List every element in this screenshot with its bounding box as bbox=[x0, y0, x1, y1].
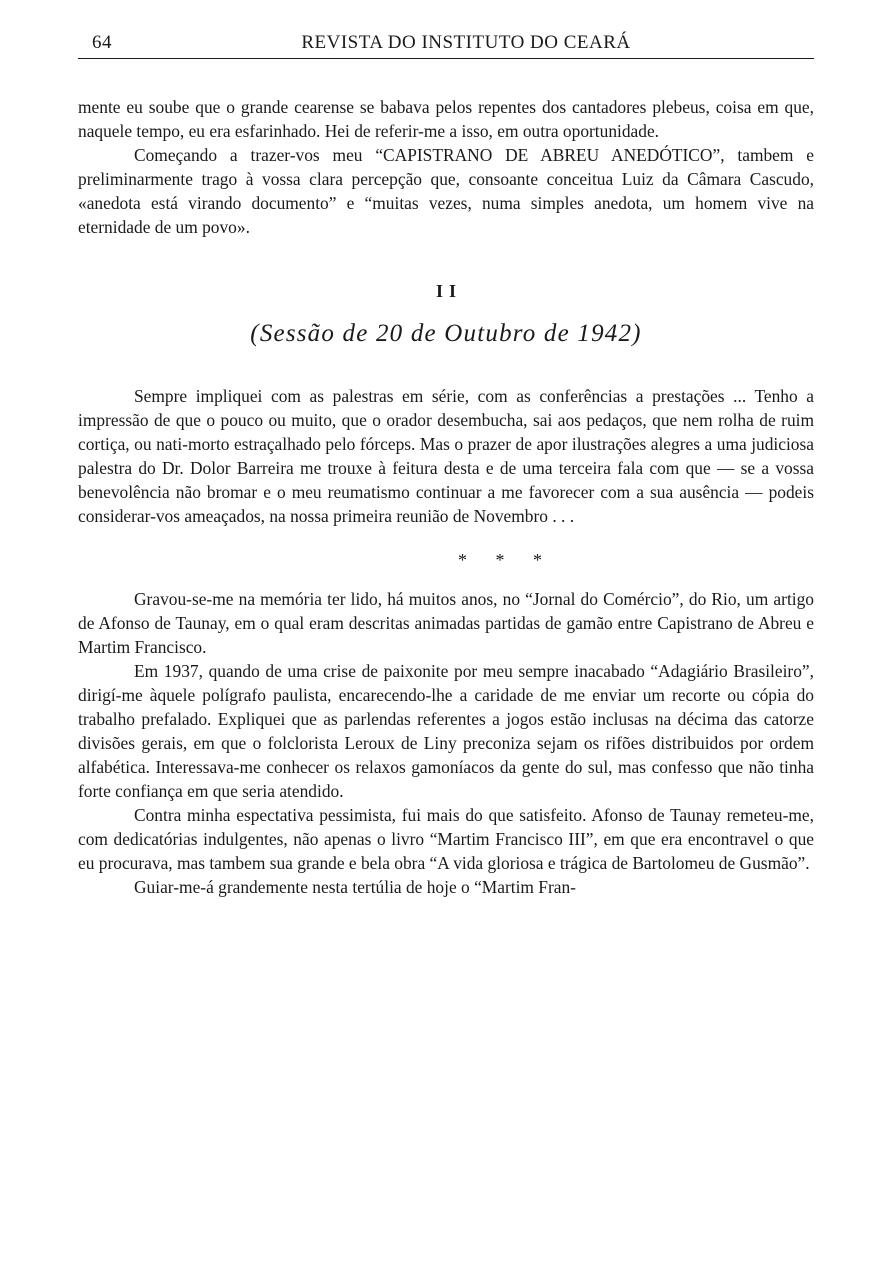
session-heading: (Sessão de 20 de Outubro de 1942) bbox=[250, 320, 642, 347]
running-head bbox=[78, 28, 814, 59]
opening-paragraph-1: mente eu soube que o grande cearense se babava pelos repentes dos cantadores plebeus, coisa em que, naquele tempo, eu era esfarinhado. Hei de referir-me a isso, em outra oportunidade. bbox=[78, 97, 814, 141]
section-number: II bbox=[435, 281, 462, 301]
continuation-paragraph-2: Em 1937, quando de uma crise de paixonite por meu sempre inacabado “Adagiário Brasileiro”, dirigí-me àquele polígrafo paulista, encarecendo-lhe a caridade de me enviar um recorte ou cópia do trabalho prefalado. Expliquei que as parlendas referentes a jogos estão inclusas na décima das catorze divisões gerais, em que o folclorista Leroux de Liny preconiza sejam os rifões distribuidos por ordem alfabética. Interessava-me conhecer os relaxos gamoníacos da gente do sul, mas confesso que não tinha forte confiança em que seria atendido. bbox=[78, 661, 814, 801]
continuation-paragraph-4: Guiar-me-á grandemente nesta tertúlia de hoje o “Martim Fran- bbox=[134, 877, 576, 897]
session-paragraph-1: Sempre impliquei com as palestras em série, com as conferências a prestações ... Tenho a impressão de que o pouco ou muito, que o orador desembucha, sai aos pedaços, que nem rolha de ruim cortiça, ou nati-morto estraçalhado pelo fórceps. Mas o prazer de apor ilustrações alegres a uma judiciosa palestra do Dr. Dolor Barreira me trouxe à feitura desta e de uma terceira fala com que — se a vossa benevolência não bromar e o meu reumatismo continuar a me favorecer com a sua ausência — podeis considerar-vos ameaçados, na nossa primeira reunião de Novembro . . . bbox=[78, 386, 814, 526]
journal-title: REVISTA DO INSTITUTO DO CEARÁ bbox=[301, 32, 631, 53]
opening-text bbox=[78, 95, 814, 239]
continuation-paragraph-3: Contra minha espectativa pessimista, fui mais do que satisfeito. Afonso de Taunay remeteu-me, com dedicatórias indulgentes, não apenas o livro “Martim Francisco III”, em que era encontravel o que eu procurava, mas tambem sua grande e bela obra “A vida gloriosa e trágica de Bartolomeu de Gusmão”. bbox=[78, 805, 814, 873]
continuation-text bbox=[78, 587, 814, 899]
continuation-paragraph-1: Gravou-se-me na memória ter lido, há muitos anos, no “Jornal do Comércio”, do Rio, um artigo de Afonso de Taunay, em o qual eram descritas animadas partidas de gamão entre Capistrano de Abreu e Martim Francisco. bbox=[78, 589, 814, 657]
document-page bbox=[78, 28, 814, 899]
asterism-separator: * * * bbox=[458, 550, 554, 570]
opening-paragraph-2: Começando a trazer-vos meu “CAPISTRANO DE ABREU ANEDÓTICO”, tambem e preliminarmente trago à vossa clara percepção que, consoante conceitua Luiz da Câmara Cascudo, «anedota está virando documento” e “muitas vezes, numa simples anedota, um homem vive na eternidade de um povo». bbox=[78, 145, 814, 237]
session-text bbox=[78, 384, 814, 528]
page-number: 64 bbox=[92, 32, 112, 53]
